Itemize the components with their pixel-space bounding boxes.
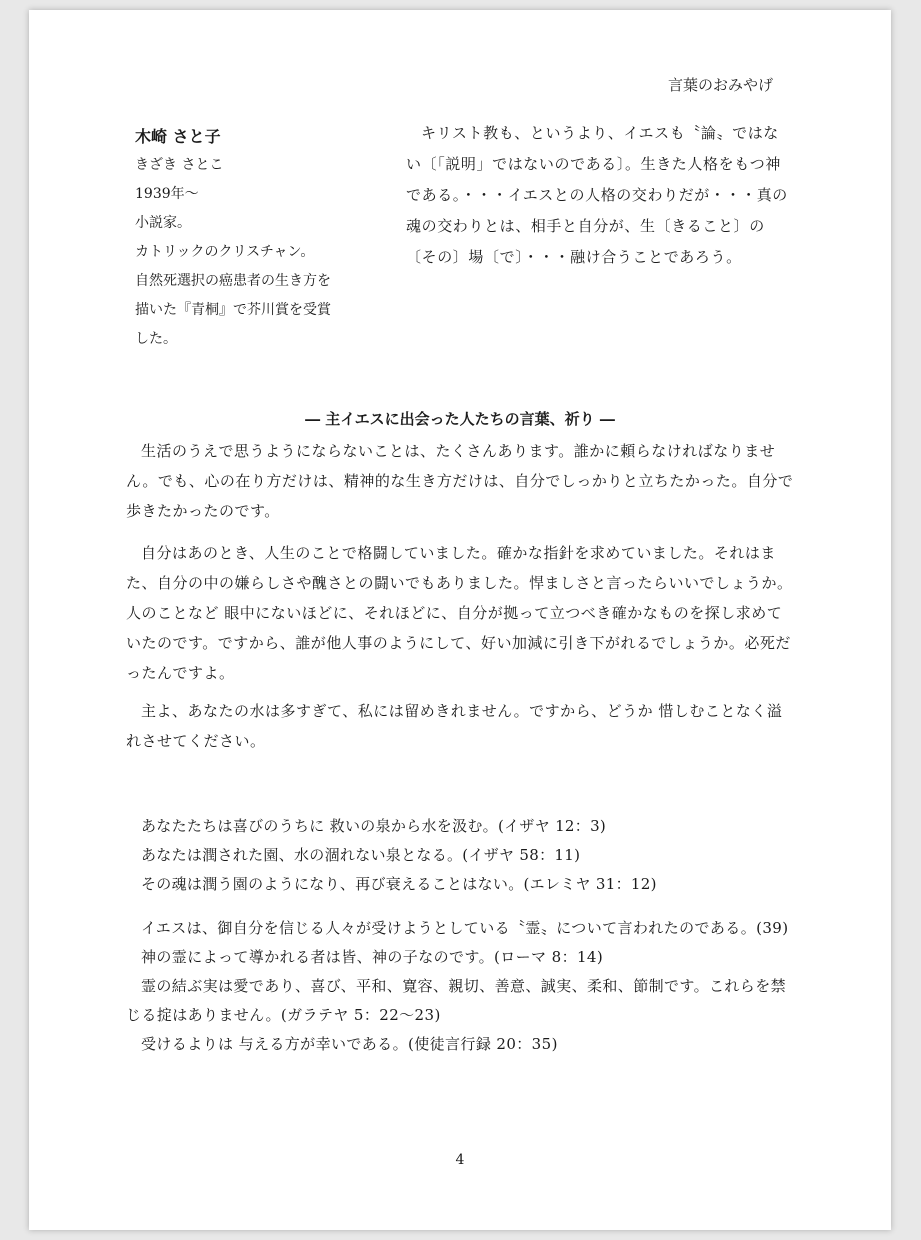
author-name: 木崎 さと子 xyxy=(135,127,221,146)
body-paragraph-block xyxy=(126,436,794,526)
author-quote: キリスト教も、というより、イエスも〝論〟ではない〔「説明」ではないのである〕。生きた人格をもつ神である。・・・イエスとの人格の交わりだが・・・真の魂の交わりとは、相手と自分が、生〔きること〕の〔その〕場〔で〕・・・融け合うことであろう。 xyxy=(406,124,788,266)
author-bio-line: 描いた『青桐』で芥川賞を受賞 xyxy=(135,302,331,318)
author-occupation: 小説家。 xyxy=(135,215,191,231)
author-faith: カトリックのクリスチャン。 xyxy=(135,244,315,260)
spirit-paragraph: 神の霊によって導かれる者は皆、神の子なのです。(ローマ 8：14) xyxy=(141,948,604,966)
spirit-paragraph: イエスは、御自分を信じる人々が受けようとしている〝霊〟について言われたのである。(39) xyxy=(141,919,789,937)
document-page xyxy=(29,10,891,1230)
spirit-paragraph: 霊の結ぶ実は愛であり、喜び、平和、寛容、親切、善意、誠実、柔和、節制です。これらを禁じる掟はありません。(ガラテヤ 5：22～23) xyxy=(126,977,787,1024)
author-profile xyxy=(135,122,365,354)
scripture-verse: あなたは潤された園、水の涸れない泉となる。(イザヤ 58：11) xyxy=(141,846,581,864)
author-bio-line: 自然死選択の癌患者の生き方を xyxy=(135,273,331,289)
scripture-verse: その魂は潤う園のようになり、再び衰えることはない。(エレミヤ 31：12) xyxy=(141,875,657,893)
author-years: 1939年～ xyxy=(135,186,199,202)
body-paragraph: 自分はあのとき、人生のことで格闘していました。確かな指針を求めていました。それはまた、自分の中の嫌らしさや醜さとの闘いでもありました。悍ましさと言ったらいいでしょうか。人のことなど 眼中にないほどに、それほどに、自分が拠って立つべき確かなものを探し求めていたのです。ですから、誰が他人事のようにして、好い加減に引き下がれるでしょうか。必死だったんですよ。 xyxy=(126,544,793,682)
body-paragraph-block xyxy=(126,696,794,756)
scripture-verse: あなたたちは喜びのうちに 救いの泉から水を汲む。(イザヤ 12：3) xyxy=(141,817,607,835)
body-paragraph: 主よ、あなたの水は多すぎて、私には留めきれません。ですから、どうか 惜しむことなく溢れさせてください。 xyxy=(126,702,783,750)
body-paragraph-block xyxy=(126,538,794,688)
author-bio-line: した。 xyxy=(135,331,177,347)
scripture-verses xyxy=(126,812,794,899)
spirit-paragraph: 受けるよりは 与える方が幸いである。(使徒言行録 20：35) xyxy=(141,1035,558,1053)
body-paragraph: 生活のうえで思うようにならないことは、たくさんあります。誰かに頼らなければなりません。でも、心の在り方だけは、精神的な生き方だけは、自分でしっかりと立ちたかった。自分で歩きたかったのです。 xyxy=(126,442,794,520)
page-number: 4 xyxy=(455,1152,465,1168)
author-reading: きざき さとこ xyxy=(135,157,224,173)
section-heading: ― 主イエスに出会った人たちの言葉、祈り ― xyxy=(305,410,615,428)
running-head: 言葉のおみやげ xyxy=(667,76,773,94)
spirit-verses xyxy=(126,914,794,1059)
